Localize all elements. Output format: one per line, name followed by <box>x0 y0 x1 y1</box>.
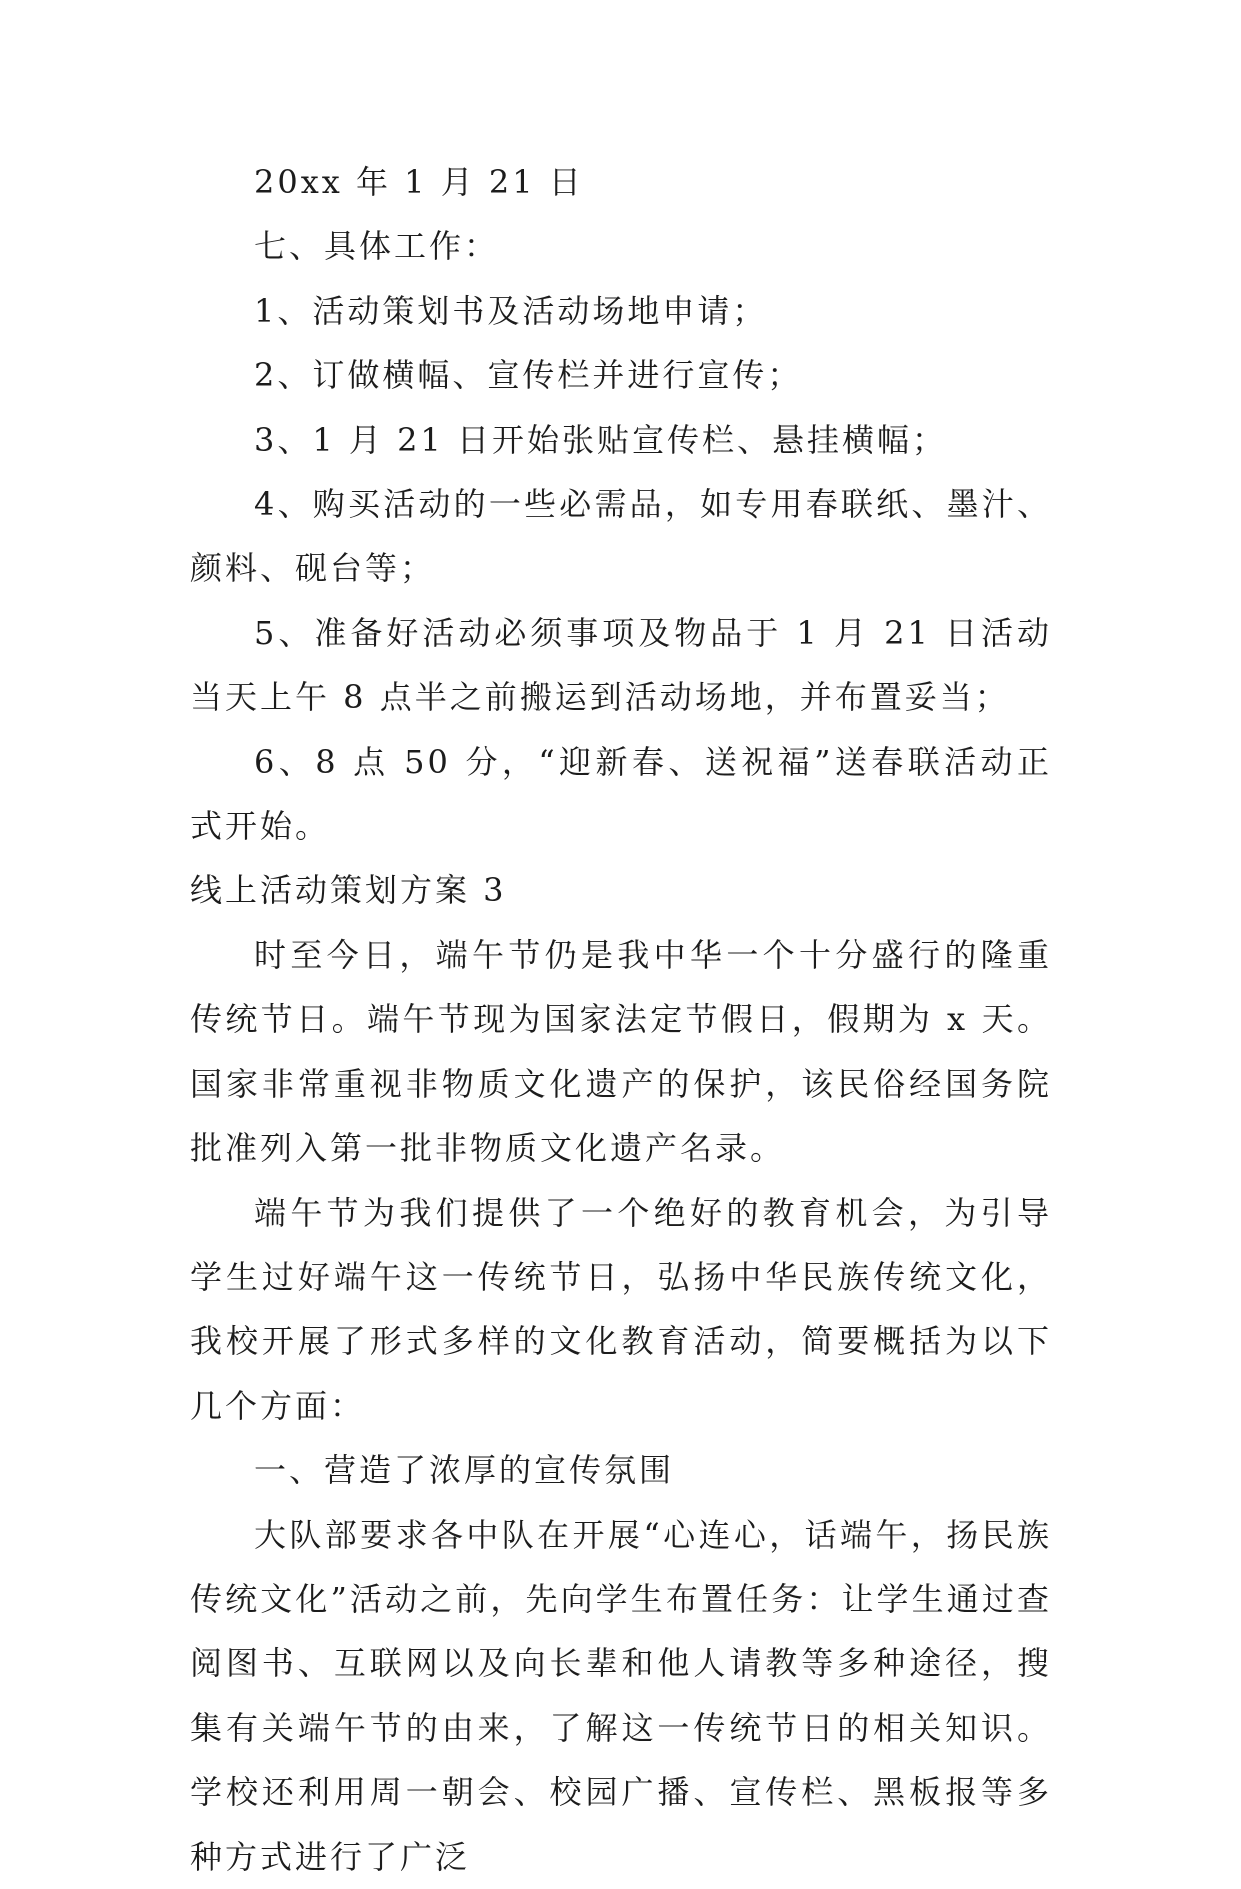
task-item-2: 2、订做横幅、宣传栏并进行宣传； <box>254 356 803 395</box>
paragraph-brigade: 大队部要求各中队在开展“心连心，话端午，扬民族传统文化”活动之前，先向学生布置任务：让学生通过查阅图书、互联网以及向长辈和他人请教等多种途径，搜集有关端午节的由来，了解这一传统节日的相关知识。学校还利用周一朝会、校园广播、宣传栏、黑板报等多种方式进行了广泛 <box>190 1515 1052 1876</box>
section-heading-one: 一、营造了浓厚的宣传氛围 <box>254 1451 675 1490</box>
task-item-6: 6、8 点 50 分，“迎新春、送祝福”送春联活动正式开始。 <box>190 742 1052 846</box>
plan-title: 线上活动策划方案 3 <box>190 871 507 910</box>
date-line: 20xx 年 1 月 21 日 <box>254 163 584 201</box>
paragraph-duanwu-intro: 时至今日，端午节仍是我中华一个十分盛行的隆重传统节日。端午节现为国家法定节假日，假期为 x 天。国家非常重视非物质文化遗产的保护，该民俗经国务院批准列入第一批非物质文化遗产名录。 <box>190 935 1052 1168</box>
task-item-4: 4、购买活动的一些必需品，如专用春联纸、墨汁、颜料、砚台等； <box>190 485 1052 588</box>
section-heading-seven: 七、具体工作： <box>254 227 500 266</box>
document-page <box>190 150 1052 1889</box>
paragraph-duanwu-education: 端午节为我们提供了一个绝好的教育机会，为引导学生过好端午这一传统节日，弘扬中华民族传统文化，我校开展了形式多样的文化教育活动，简要概括为以下几个方面： <box>190 1193 1052 1425</box>
task-item-3: 3、1 月 21 日开始张贴宣传栏、悬挂横幅； <box>254 420 947 459</box>
task-item-1: 1、活动策划书及活动场地申请； <box>254 291 768 330</box>
task-item-5: 5、准备好活动必须事项及物品于 1 月 21 日活动当天上午 8 点半之前搬运到活动场地，并布置妥当； <box>190 613 1052 717</box>
